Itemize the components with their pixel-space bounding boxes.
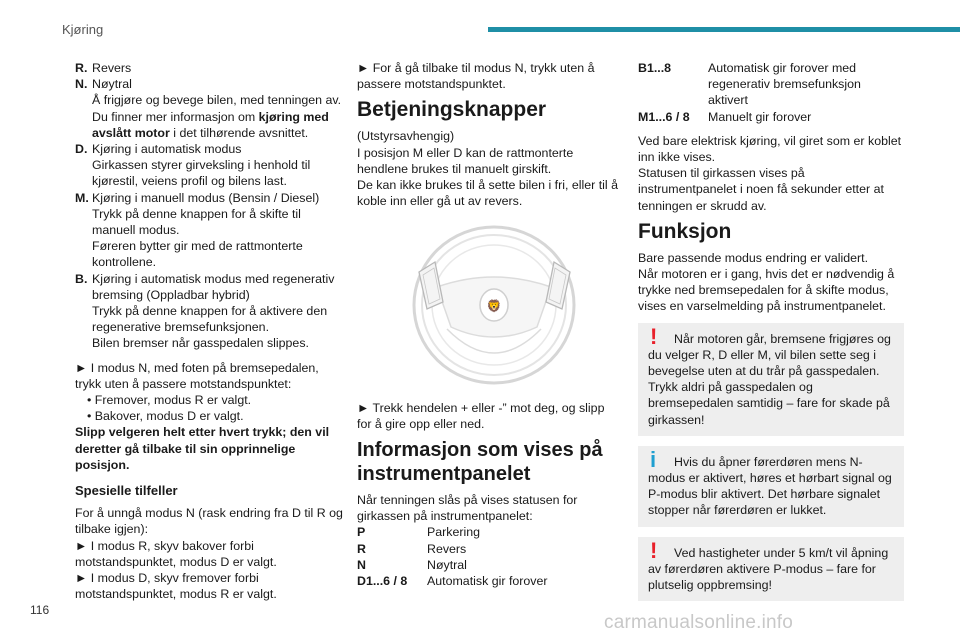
- column-2: [357, 60, 619, 589]
- back-text: ► For å gå tilbake til modus N, trykk uten å passere motstandspunktet.: [357, 61, 595, 92]
- def-b: [75, 271, 343, 352]
- cannot-text: De kan ikke brukes til å sette bilen i fri, eller til å koble inn eller gå ut av revers.: [357, 178, 619, 209]
- optional-text: (Utstyrsavhengig): [357, 129, 455, 144]
- heading-buttons: Betjeningsknapper: [357, 98, 547, 122]
- def-value: Revers: [92, 61, 132, 75]
- valid-text: Bare passende modus endring er validert.: [638, 250, 869, 265]
- header-accent-bar: [488, 27, 960, 32]
- def-line: Nøytral: [92, 77, 132, 92]
- status-row: R Revers: [357, 541, 467, 556]
- bullet-backward: • Bakover, modus D er valgt.: [87, 409, 244, 424]
- brake-text: Når motoren er i gang, hvis det er nødvendig å trykke ned bremsepedalen for å skifte modus, vises en varselmelding på instrumentpanelet.: [638, 267, 895, 314]
- def-value: [92, 76, 343, 141]
- def-line-rich: Å frigjøre og bevege bilen, med tenningen av. Du finner mer informasjon om kjøring med avslått motor i det tilhørende avsnittet.: [92, 93, 342, 140]
- status-text: Statusen til girkassen vises på instrumentpanelet i noen få sekunder etter at tenningen er skrudd av.: [638, 166, 884, 213]
- warning-icon: !: [650, 323, 658, 349]
- status-row: M1...6 / 8 Manuelt gir forover: [638, 109, 812, 124]
- def-value: Kjøring i manuell modus (Bensin / Diesel) Trykk på denne knappen for å skifte til manuell modus. Føreren bytter gir med de rattmonterte kontrollene.: [92, 190, 320, 270]
- intro-text: ► I modus N, med foten på bremsepedalen, trykk uten å passere motstandspunktet:: [75, 360, 319, 391]
- def-n: [75, 76, 343, 141]
- warning-icon: !: [650, 537, 658, 563]
- electric-text: Ved bare elektrisk kjøring, vil giret som er koblet inn ikke vises.: [638, 133, 902, 165]
- watermark: carmanualsonline.info: [604, 612, 794, 633]
- steering-wheel-illustration: [407, 217, 619, 391]
- svg-text:🦁: 🦁: [486, 299, 502, 314]
- status-row: B1...8 Automatisk gir forover med regenerativ bremsefunksjon aktivert: [638, 61, 861, 108]
- def-key: N.: [75, 77, 88, 92]
- def-value: Kjøring i automatisk modus med regenerativ bremsing (Oppladbar hybrid) Trykk på denne knappen for å aktivere den regenerative bremsefunksjonen. Bilen bremser når gasspedalen slippes.: [92, 271, 335, 351]
- def-key: B.: [75, 271, 88, 286]
- release-note: Slipp velgeren helt etter hvert trykk; den vil deretter gå tilbake til sin opprinnelige posisjon.: [75, 425, 330, 472]
- position-text: I posisjon M eller D kan de rattmonterte hendlene brukes til manuelt girskift.: [357, 145, 574, 176]
- info-note: [638, 446, 904, 527]
- steering-wheel-icon: [407, 217, 582, 387]
- step-d: ► I modus D, skyv fremover forbi motstandspunktet, modus R er valgt.: [75, 571, 277, 602]
- step-r: ► I modus R, skyv bakover forbi motstandspunktet, modus D er valgt.: [75, 538, 277, 569]
- bullet-forward: • Fremover, modus R er valgt.: [87, 393, 252, 408]
- column-3: [638, 60, 904, 611]
- heading-function: Funksjon: [638, 219, 732, 243]
- subheading-special: Spesielle tilfeller: [75, 483, 178, 499]
- status-row: N Nøytral: [357, 557, 467, 572]
- def-d: [75, 141, 343, 190]
- heading-info: Informasjon som vises på instrumentpanelet: [357, 439, 603, 486]
- column-1: [75, 60, 343, 603]
- note-text: Hvis du åpner førerdøren mens N-modus er aktivert, høres et hørbart signal og P-modus blir aktivert. Det hørbare signalet stopper når førerdøren er lukket.: [648, 454, 892, 518]
- info-icon: i: [650, 446, 657, 472]
- def-r: [75, 60, 343, 76]
- warning-note-2: [638, 537, 904, 602]
- pull-text: ► Trekk hendelen + eller -” mot deg, og slipp for å gire opp eller ned.: [357, 400, 605, 431]
- def-key: R.: [75, 61, 88, 75]
- def-m: [75, 190, 343, 271]
- note-text: Når motoren går, bremsene frigjøres og du velger R, D eller M, vil bilen sette seg i bevegelse uten at du trår på gasspedalen. Trykk aldri på gasspedalen og bremsepedalen samtidig – fare for skade på girkassen!: [648, 331, 891, 427]
- special-text: For å unngå modus N (rask endring fra D til R og tilbake igjen):: [75, 506, 343, 537]
- section-title: Kjøring: [62, 22, 104, 37]
- warning-note-1: [638, 323, 904, 436]
- note-text: Ved hastigheter under 5 km/t vil åpning av førerdøren aktivere P-modus – fare for plutselig oppbremsing!: [648, 545, 889, 593]
- def-value: Kjøring i automatisk modus Girkassen styrer girveksling i henhold til kjørestil, veiens profil og bilens last.: [92, 142, 311, 189]
- def-key: M.: [75, 190, 89, 205]
- ignition-text: Når tenningen slås på vises statusen for girkassen på instrumentpanelet:: [357, 493, 578, 524]
- status-row: P Parkering: [357, 525, 481, 540]
- status-row: D1...6 / 8 Automatisk gir forover: [357, 574, 548, 589]
- def-key: D.: [75, 142, 88, 157]
- page-number: 116: [30, 603, 50, 617]
